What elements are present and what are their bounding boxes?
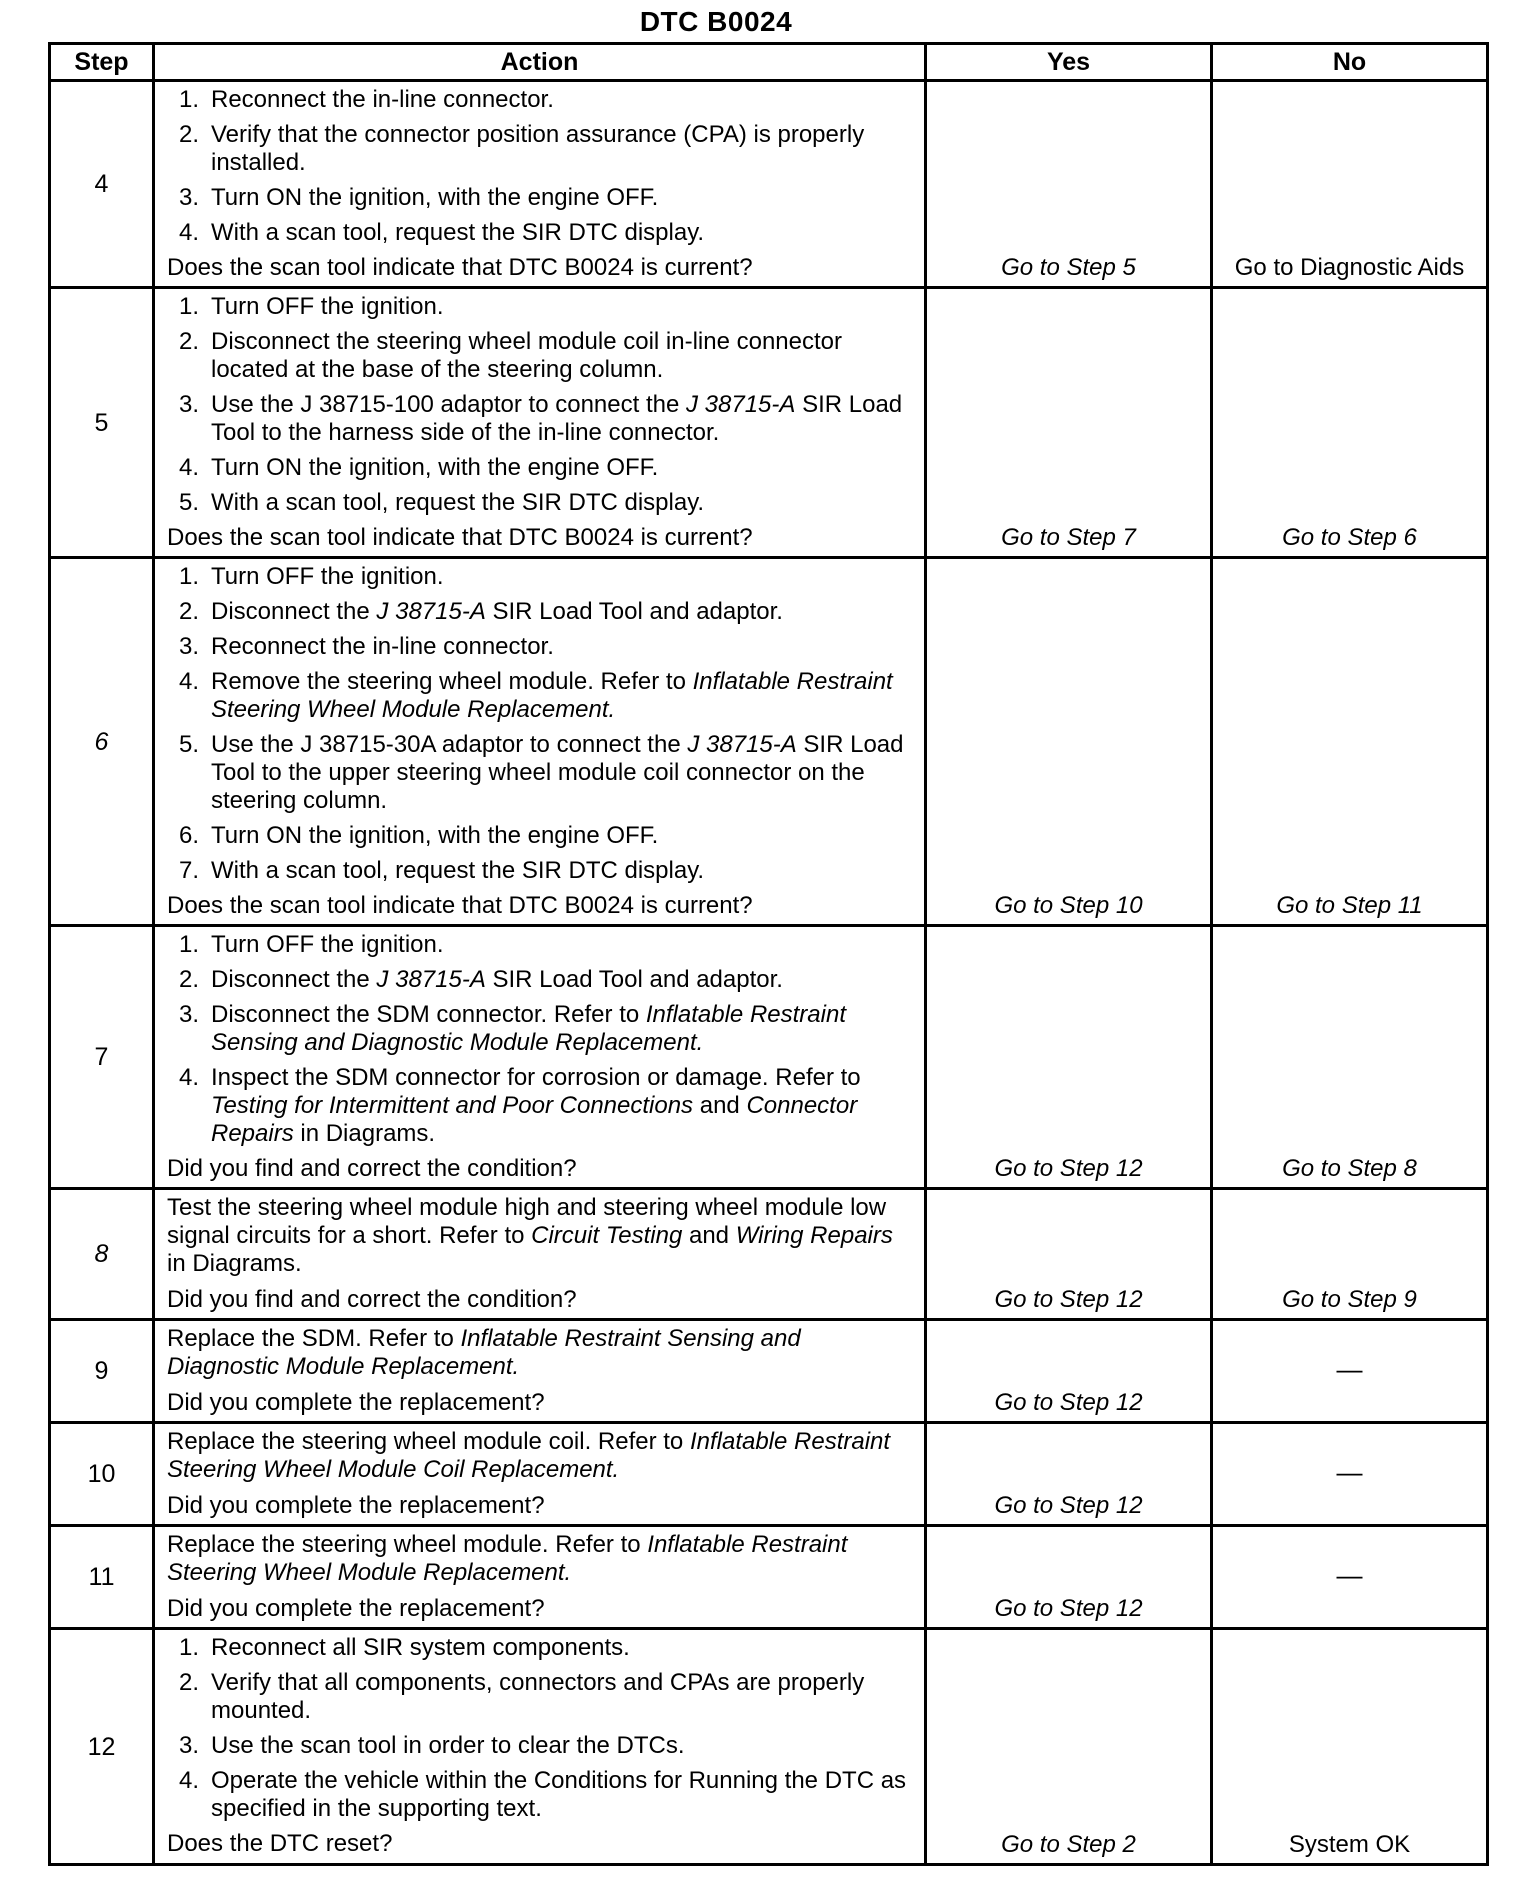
action-list-item [167, 822, 914, 850]
header-yes: Yes [926, 44, 1212, 81]
text-segment: Replace the steering wheel module. Refer to [167, 1531, 648, 1558]
action-list-item [167, 219, 914, 247]
text-segment: Reconnect the in-line connector. [211, 633, 554, 660]
reference-title: Inflatable Restraint Steering Wheel Module Replacement. [211, 668, 893, 723]
item-text [211, 966, 914, 994]
action-paragraph [167, 1531, 914, 1587]
action-list-item [167, 293, 914, 321]
text-segment: SIR Load Tool to the upper steering wheel module coil connector on the steering column. [211, 731, 904, 814]
item-text [211, 1767, 914, 1823]
text-segment: Verify that all components, connectors and CPAs are properly mounted. [211, 1669, 865, 1724]
item-number: 4. [178, 1767, 199, 1794]
no-result: — [1212, 1320, 1488, 1423]
action-cell [154, 81, 926, 288]
reference-title: J 38715-A [376, 598, 486, 625]
step-number: 6 [50, 558, 154, 926]
text-segment: Disconnect the [211, 598, 377, 625]
reference-title: Inflatable Restraint Sensing and Diagnostic Module Replacement. [167, 1325, 801, 1380]
text-segment: and [693, 1092, 747, 1119]
text-segment: With a scan tool, request the SIR DTC display. [211, 857, 705, 884]
action-list-item [167, 121, 914, 177]
item-number: 4. [178, 668, 199, 695]
item-text [211, 219, 914, 247]
action-cell [154, 288, 926, 558]
text-segment: Reconnect all SIR system components. [211, 1634, 630, 1661]
action-cell [154, 1423, 926, 1526]
action-cell [154, 1629, 926, 1865]
diagnostic-table [48, 42, 1489, 1866]
table-row [50, 1189, 1488, 1320]
item-number: 6. [178, 822, 199, 849]
action-list-item [167, 328, 914, 384]
step-number: 4 [50, 81, 154, 288]
item-text [211, 86, 914, 114]
action-list-item [167, 1001, 914, 1057]
item-number: 5. [178, 489, 199, 516]
item-text [211, 1634, 914, 1662]
text-segment: Verify that the connector position assurance (CPA) is properly installed. [211, 121, 865, 176]
text-segment: Use the scan tool in order to clear the DTCs. [211, 1732, 685, 1759]
action-list-item [167, 391, 914, 447]
item-text [211, 822, 914, 850]
no-result: Go to Step 6 [1212, 288, 1488, 558]
action-question: Did you complete the replacement? [167, 1389, 545, 1416]
item-number: 3. [178, 391, 199, 418]
item-number: 2. [178, 966, 199, 993]
item-number: 2. [178, 121, 199, 148]
no-result: — [1212, 1526, 1488, 1629]
item-text [211, 1732, 914, 1760]
text-segment: and [682, 1222, 736, 1249]
yes-result: Go to Step 7 [926, 288, 1212, 558]
action-cell [154, 926, 926, 1189]
item-text [211, 668, 914, 724]
action-list-item [167, 454, 914, 482]
step-number: 8 [50, 1189, 154, 1320]
item-number: 5. [178, 731, 199, 758]
no-result: Go to Step 9 [1212, 1189, 1488, 1320]
reference-title: J 38715-A [686, 391, 796, 418]
action-list-item [167, 1669, 914, 1725]
item-text [211, 731, 914, 815]
item-number: 1. [178, 1634, 199, 1661]
text-segment: Disconnect the SDM connector. Refer to [211, 1001, 646, 1028]
action-paragraph [167, 1428, 914, 1484]
action-cell [154, 1189, 926, 1320]
action-list-item [167, 931, 914, 959]
yes-result: Go to Step 10 [926, 558, 1212, 926]
no-result: — [1212, 1423, 1488, 1526]
table-row [50, 1526, 1488, 1629]
action-list-item [167, 1064, 914, 1148]
text-segment: Replace the steering wheel module coil. Refer to [167, 1428, 690, 1455]
item-number: 1. [178, 563, 199, 590]
step-number: 12 [50, 1629, 154, 1865]
item-text [211, 1001, 914, 1057]
header-no: No [1212, 44, 1488, 81]
table-body [50, 81, 1488, 1865]
item-number: 3. [178, 1001, 199, 1028]
no-result: Go to Step 11 [1212, 558, 1488, 926]
action-cell [154, 1526, 926, 1629]
no-result: Go to Diagnostic Aids [1212, 81, 1488, 288]
reference-title: Connector Repairs [211, 1092, 858, 1147]
item-text [211, 633, 914, 661]
header-row [50, 44, 1488, 81]
text-segment: Disconnect the [211, 966, 377, 993]
yes-result: Go to Step 12 [926, 1189, 1212, 1320]
item-text [211, 121, 914, 177]
text-segment: Turn ON the ignition, with the engine OFF. [211, 822, 659, 849]
item-text [211, 293, 914, 321]
text-segment: Turn ON the ignition, with the engine OFF. [211, 454, 659, 481]
item-number: 1. [178, 931, 199, 958]
item-number: 3. [178, 1732, 199, 1759]
text-segment: in Diagrams. [167, 1250, 302, 1277]
table-row [50, 1629, 1488, 1865]
action-list-item [167, 184, 914, 212]
text-segment: Disconnect the steering wheel module coil in-line connector located at the base of the steering column. [211, 328, 843, 383]
item-text [211, 454, 914, 482]
item-text [211, 1669, 914, 1725]
table-row [50, 1320, 1488, 1423]
item-number: 4. [178, 1064, 199, 1091]
action-list-item [167, 966, 914, 994]
item-text [211, 328, 914, 384]
text-segment: SIR Load Tool and adaptor. [485, 966, 783, 993]
header-action: Action [154, 44, 926, 81]
text-segment: Turn OFF the ignition. [211, 563, 444, 590]
text-segment: Turn OFF the ignition. [211, 931, 444, 958]
item-number: 3. [178, 633, 199, 660]
action-question: Does the scan tool indicate that DTC B0024 is current? [167, 524, 753, 551]
yes-result: Go to Step 12 [926, 926, 1212, 1189]
action-question: Did you complete the replacement? [167, 1595, 545, 1622]
item-text [211, 489, 914, 517]
text-segment: SIR Load Tool to the harness side of the in-line connector. [211, 391, 903, 446]
text-segment: Test the steering wheel module high and steering wheel module low signal circuits for a short. Refer to [167, 1194, 887, 1249]
text-segment: in Diagrams. [293, 1120, 436, 1147]
text-segment: Remove the steering wheel module. Refer to [211, 668, 693, 695]
step-number: 5 [50, 288, 154, 558]
action-list-item [167, 1767, 914, 1823]
action-list-item [167, 563, 914, 591]
no-result: Go to Step 8 [1212, 926, 1488, 1189]
item-text [211, 931, 914, 959]
item-text [211, 857, 914, 885]
text-segment: With a scan tool, request the SIR DTC display. [211, 219, 705, 246]
text-segment: Turn OFF the ignition. [211, 293, 444, 320]
text-segment: Use the J 38715-30A adaptor to connect the [211, 731, 688, 758]
action-cell [154, 1320, 926, 1423]
action-paragraph [167, 1325, 914, 1381]
page-title: DTC B0024 [639, 6, 793, 37]
item-number: 1. [178, 293, 199, 320]
action-list-item [167, 633, 914, 661]
action-question: Did you complete the replacement? [167, 1492, 545, 1519]
action-question: Does the scan tool indicate that DTC B0024 is current? [167, 254, 753, 281]
reference-title: J 38715-A [687, 731, 797, 758]
yes-result: Go to Step 2 [926, 1629, 1212, 1865]
reference-title: Wiring Repairs [735, 1222, 893, 1249]
reference-title: Testing for Intermittent and Poor Connections [211, 1092, 694, 1119]
text-segment: Turn ON the ignition, with the engine OFF. [211, 184, 659, 211]
item-number: 2. [178, 1669, 199, 1696]
table-row [50, 558, 1488, 926]
step-number: 7 [50, 926, 154, 1189]
text-segment: Replace the SDM. Refer to [167, 1325, 461, 1352]
reference-title: Inflatable Restraint Sensing and Diagnostic Module Replacement. [211, 1001, 846, 1056]
text-segment: Reconnect the in-line connector. [211, 86, 554, 113]
item-text [211, 598, 914, 626]
action-paragraph [167, 1194, 914, 1278]
action-list-item [167, 1634, 914, 1662]
yes-result: Go to Step 5 [926, 81, 1212, 288]
action-list-item [167, 857, 914, 885]
action-list-item [167, 731, 914, 815]
text-segment: With a scan tool, request the SIR DTC display. [211, 489, 705, 516]
table-row [50, 288, 1488, 558]
item-number: 2. [178, 328, 199, 355]
item-text [211, 184, 914, 212]
text-segment: Operate the vehicle within the Conditions for Running the DTC as specified in the supporting text. [211, 1767, 907, 1822]
table-row [50, 1423, 1488, 1526]
item-text [211, 563, 914, 591]
action-list-item [167, 668, 914, 724]
action-list-item [167, 489, 914, 517]
action-question: Does the scan tool indicate that DTC B0024 is current? [167, 892, 753, 919]
step-number: 10 [50, 1423, 154, 1526]
table-row [50, 81, 1488, 288]
action-cell [154, 558, 926, 926]
yes-result: Go to Step 12 [926, 1423, 1212, 1526]
item-number: 2. [178, 598, 199, 625]
action-list-item [167, 1732, 914, 1760]
action-list-item [167, 86, 914, 114]
item-number: 4. [178, 219, 199, 246]
item-text [211, 391, 914, 447]
step-number: 9 [50, 1320, 154, 1423]
action-question: Did you find and correct the condition? [167, 1286, 577, 1313]
reference-title: Inflatable Restraint Steering Wheel Module Coil Replacement. [167, 1428, 891, 1483]
item-number: 7. [178, 857, 199, 884]
action-question: Did you find and correct the condition? [167, 1155, 577, 1182]
item-number: 3. [178, 184, 199, 211]
step-number: 11 [50, 1526, 154, 1629]
no-result: System OK [1212, 1629, 1488, 1865]
yes-result: Go to Step 12 [926, 1526, 1212, 1629]
text-segment: SIR Load Tool and adaptor. [485, 598, 783, 625]
reference-title: Circuit Testing [531, 1222, 683, 1249]
yes-result: Go to Step 12 [926, 1320, 1212, 1423]
text-segment: Inspect the SDM connector for corrosion or damage. Refer to [211, 1064, 861, 1091]
item-number: 1. [178, 86, 199, 113]
action-question: Does the DTC reset? [167, 1830, 393, 1857]
text-segment: Use the J 38715-100 adaptor to connect the [211, 391, 686, 418]
header-step: Step [50, 44, 154, 81]
reference-title: J 38715-A [376, 966, 486, 993]
reference-title: Inflatable Restraint Steering Wheel Module Replacement. [167, 1531, 848, 1586]
action-list-item [167, 598, 914, 626]
item-number: 4. [178, 454, 199, 481]
item-text [211, 1064, 914, 1148]
table-row [50, 926, 1488, 1189]
